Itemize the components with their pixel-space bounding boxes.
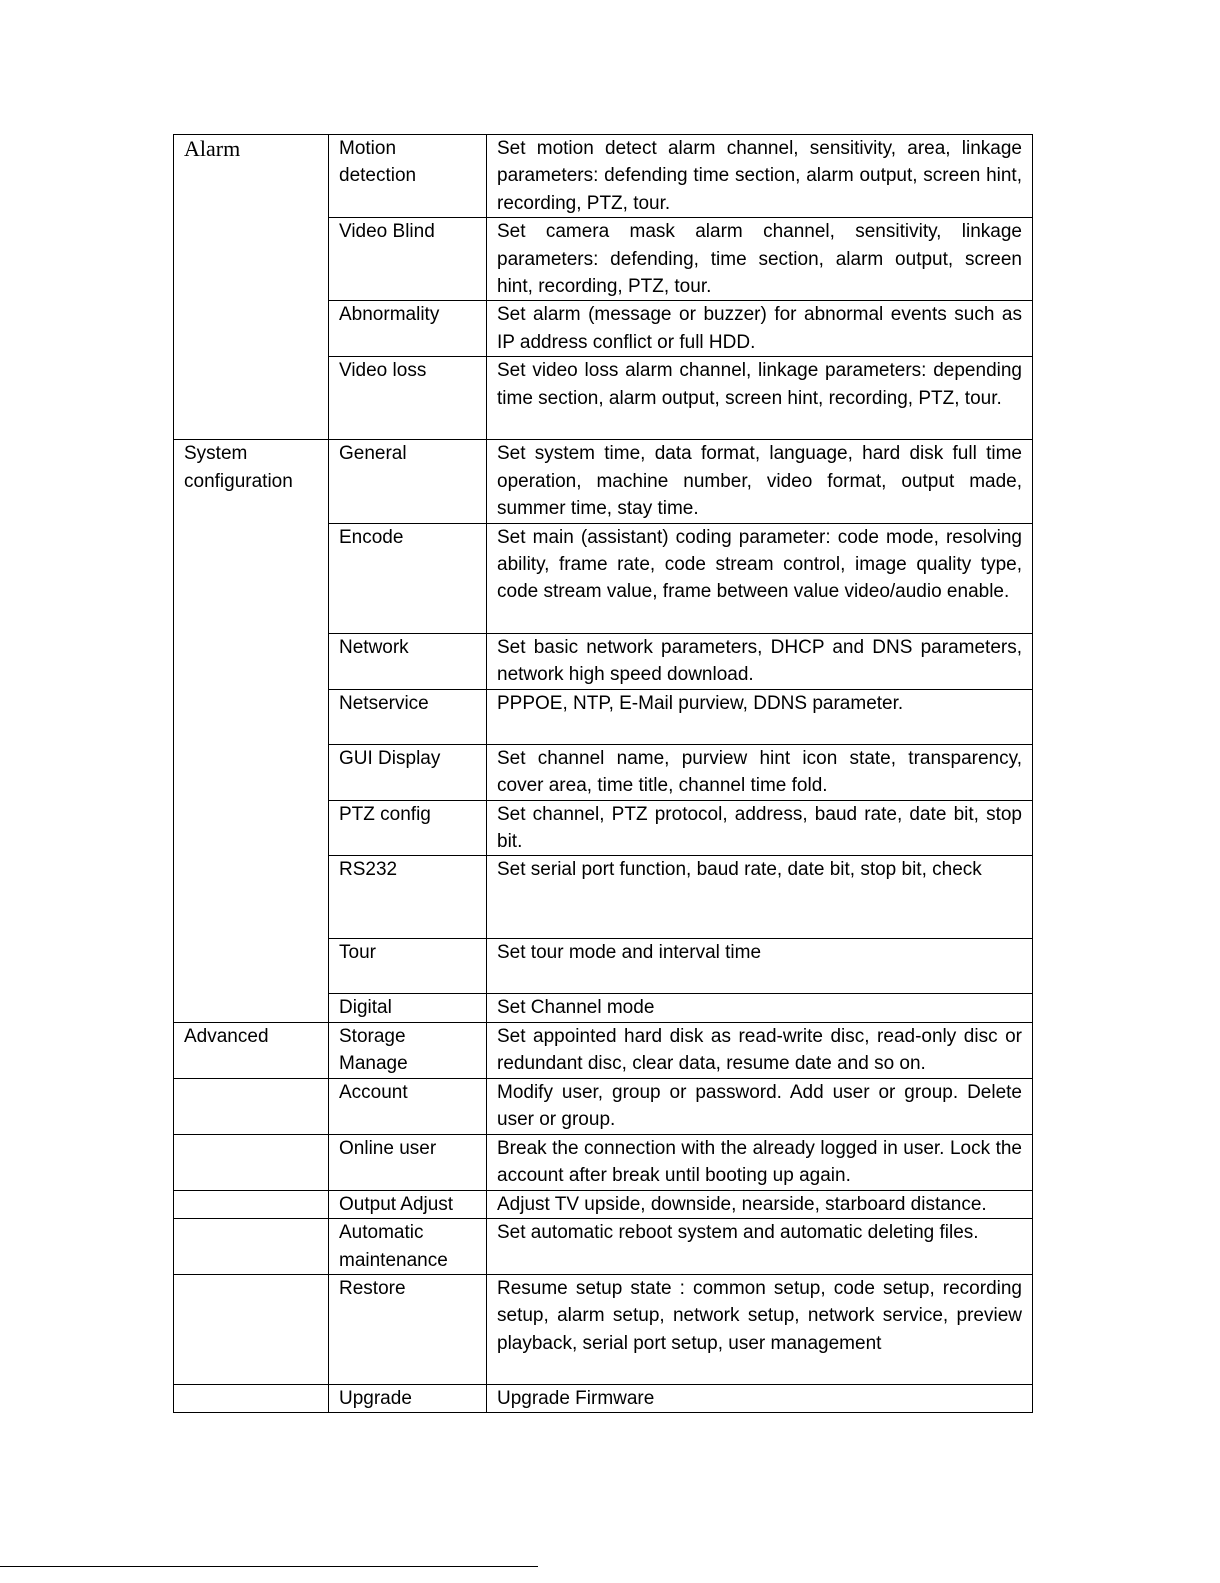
table-row <box>174 218 1033 301</box>
item-cell: Network <box>329 633 487 689</box>
item-cell: Video loss <box>329 357 487 440</box>
table-row <box>174 357 1033 440</box>
table-row <box>174 301 1033 357</box>
category-cell <box>174 1384 329 1412</box>
table-row <box>174 1078 1033 1134</box>
category-cell: Alarm <box>174 135 329 218</box>
category-cell <box>174 1134 329 1190</box>
description-cell: Set tour mode and interval time <box>487 939 1033 994</box>
item-cell: PTZ config <box>329 800 487 856</box>
description-cell: Set camera mask alarm channel, sensitivity, linkage parameters: defending, time section, alarm output, screen hint, recording, PTZ, tour. <box>487 218 1033 301</box>
footer-divider <box>0 1566 538 1567</box>
description-cell: Set basic network parameters, DHCP and DNS parameters, network high speed download. <box>487 633 1033 689</box>
item-cell: Tour <box>329 939 487 994</box>
item-cell: Motion detection <box>329 135 487 218</box>
item-cell: Encode <box>329 523 487 633</box>
description-cell: Upgrade Firmware <box>487 1384 1033 1412</box>
category-cell <box>174 994 329 1022</box>
category-cell: Advanced <box>174 1022 329 1078</box>
category-cell <box>174 856 329 939</box>
table-row <box>174 1274 1033 1384</box>
item-cell: Digital <box>329 994 487 1022</box>
item-cell: General <box>329 440 487 523</box>
table-row <box>174 994 1033 1022</box>
category-cell <box>174 218 329 301</box>
category-cell <box>174 1219 329 1275</box>
item-cell: Output Adjust <box>329 1190 487 1218</box>
category-cell <box>174 633 329 689</box>
item-cell: Storage Manage <box>329 1022 487 1078</box>
item-cell: Automatic maintenance <box>329 1219 487 1275</box>
table-row <box>174 135 1033 218</box>
table-row <box>174 1384 1033 1412</box>
description-cell: Set motion detect alarm channel, sensitivity, area, linkage parameters: defending time section, alarm output, screen hint, recording, PTZ, tour. <box>487 135 1033 218</box>
category-cell <box>174 800 329 856</box>
category-cell: System configuration <box>174 440 329 523</box>
item-cell: Account <box>329 1078 487 1134</box>
description-cell: Set main (assistant) coding parameter: code mode, resolving ability, frame rate, code stream control, image quality type, code stream value, frame between value video/audio enable. <box>487 523 1033 633</box>
item-cell: RS232 <box>329 856 487 939</box>
description-cell: Set automatic reboot system and automatic deleting files. <box>487 1219 1033 1275</box>
menu-function-table <box>173 134 1033 1413</box>
category-cell <box>174 939 329 994</box>
category-cell <box>174 1274 329 1384</box>
category-cell <box>174 301 329 357</box>
item-cell: Netservice <box>329 689 487 744</box>
description-cell: Set system time, data format, language, hard disk full time operation, machine number, video format, output made, summer time, stay time. <box>487 440 1033 523</box>
item-cell: Video Blind <box>329 218 487 301</box>
table-row <box>174 800 1033 856</box>
description-cell: Modify user, group or password. Add user or group. Delete user or group. <box>487 1078 1033 1134</box>
description-cell: Break the connection with the already logged in user. Lock the account after break until booting up again. <box>487 1134 1033 1190</box>
category-cell <box>174 1190 329 1218</box>
description-cell: Set Channel mode <box>487 994 1033 1022</box>
table-row <box>174 1219 1033 1275</box>
table-row <box>174 1022 1033 1078</box>
table-row <box>174 744 1033 800</box>
category-cell <box>174 689 329 744</box>
item-cell: Abnormality <box>329 301 487 357</box>
description-cell: Set alarm (message or buzzer) for abnormal events such as IP address conflict or full HDD. <box>487 301 1033 357</box>
category-cell <box>174 357 329 440</box>
table-row <box>174 440 1033 523</box>
description-cell: Set video loss alarm channel, linkage parameters: depending time section, alarm output, screen hint, recording, PTZ, tour. <box>487 357 1033 440</box>
category-cell <box>174 523 329 633</box>
table-row <box>174 523 1033 633</box>
table-row <box>174 856 1033 939</box>
category-cell <box>174 1078 329 1134</box>
description-cell: PPPOE, NTP, E-Mail purview, DDNS parameter. <box>487 689 1033 744</box>
description-cell: Set channel, PTZ protocol, address, baud rate, date bit, stop bit. <box>487 800 1033 856</box>
item-cell: Online user <box>329 1134 487 1190</box>
category-cell <box>174 744 329 800</box>
table-row <box>174 633 1033 689</box>
table-row <box>174 939 1033 994</box>
table-row <box>174 1190 1033 1218</box>
description-cell: Resume setup state : common setup, code setup, recording setup, alarm setup, network setup, network service, preview playback, serial port setup, user management <box>487 1274 1033 1384</box>
table-row <box>174 689 1033 744</box>
item-cell: Upgrade <box>329 1384 487 1412</box>
description-cell: Adjust TV upside, downside, nearside, starboard distance. <box>487 1190 1033 1218</box>
description-cell: Set channel name, purview hint icon state, transparency, cover area, time title, channel time fold. <box>487 744 1033 800</box>
item-cell: Restore <box>329 1274 487 1384</box>
item-cell: GUI Display <box>329 744 487 800</box>
table-row <box>174 1134 1033 1190</box>
description-cell: Set appointed hard disk as read-write disc, read-only disc or redundant disc, clear data, resume date and so on. <box>487 1022 1033 1078</box>
description-cell: Set serial port function, baud rate, date bit, stop bit, check <box>487 856 1033 939</box>
